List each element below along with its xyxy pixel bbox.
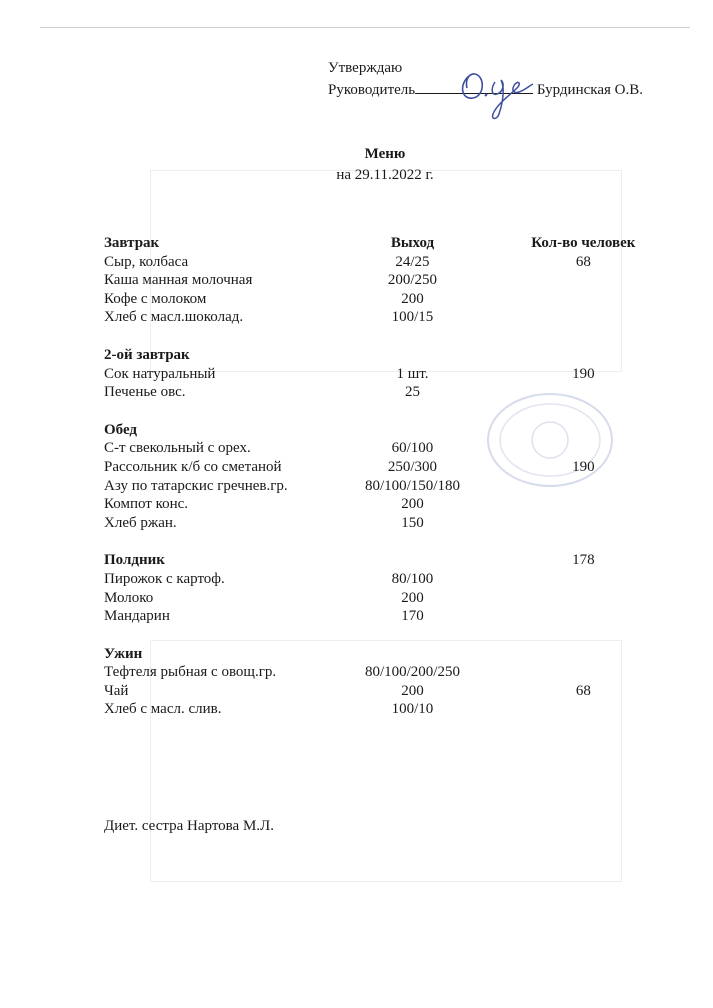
meal-header — [104, 645, 664, 664]
dish-yield: 24/25 — [395, 253, 430, 270]
dish-name: Пирожок с картоф. — [104, 570, 225, 587]
menu-item — [104, 514, 664, 533]
dish-name: Тефтеля рыбная с овощ.гр. — [104, 664, 277, 681]
dish-people — [503, 383, 664, 402]
dish-people — [503, 290, 664, 309]
dish-people — [503, 477, 664, 496]
document-date: на 29.11.2022 г. — [336, 167, 434, 183]
dish-people: 68 — [575, 682, 591, 699]
dish-name: Печенье овс. — [104, 384, 186, 401]
dish-name: Хлеб ржан. — [104, 514, 177, 531]
dish-people — [503, 570, 664, 589]
menu-item — [104, 439, 664, 458]
meal-header — [104, 234, 664, 253]
menu-item — [104, 589, 664, 608]
menu-item — [104, 383, 664, 402]
dish-yield: 80/100/200/250 — [364, 664, 460, 681]
footer-signatory: Диет. сестра Нартова М.Л. — [104, 818, 274, 834]
meal-name: Полдник — [104, 552, 165, 569]
dish-name: Кофе с молоком — [104, 290, 207, 307]
section-gap — [104, 532, 664, 551]
dish-name: Азу по татарскис гречнев.гр. — [104, 477, 288, 494]
menu-item — [104, 477, 664, 496]
dish-yield: 170 — [401, 608, 424, 625]
dish-people — [503, 308, 664, 327]
menu-table — [104, 234, 664, 719]
meal-people — [503, 421, 664, 440]
meal-people: 178 — [572, 552, 595, 569]
menu-item — [104, 607, 664, 626]
approval-name: Бурдинская О.В. — [536, 82, 643, 98]
dish-people: 190 — [572, 458, 595, 475]
dish-yield: 200/250 — [387, 272, 438, 289]
menu-item — [104, 495, 664, 514]
dish-people — [503, 495, 664, 514]
dish-people — [503, 607, 664, 626]
scan-edge-line — [40, 27, 690, 28]
meal-name: Ужин — [104, 645, 143, 662]
menu-item — [104, 570, 664, 589]
meal-name: 2-ой завтрак — [104, 346, 190, 363]
dish-name: Хлеб с масл.шоколад. — [104, 309, 244, 326]
dish-people — [503, 663, 664, 682]
dish-people — [503, 514, 664, 533]
menu-item — [104, 458, 664, 477]
dish-people: 190 — [572, 365, 595, 382]
dish-people — [503, 271, 664, 290]
dish-yield: 80/100/150/180 — [364, 477, 460, 494]
meal-header — [104, 551, 664, 570]
signature-mark — [455, 58, 535, 124]
dish-yield: 80/100 — [391, 570, 434, 587]
dish-name: С-т свекольный с орех. — [104, 440, 251, 457]
dish-yield: 250/300 — [387, 458, 438, 475]
meal-name: Обед — [104, 421, 138, 438]
menu-item — [104, 290, 664, 309]
dish-yield: 100/10 — [391, 701, 434, 718]
menu-item — [104, 663, 664, 682]
meal-header — [104, 346, 664, 365]
dish-name: Каша манная молочная — [104, 272, 253, 289]
meal-people — [503, 645, 664, 664]
menu-item — [104, 700, 664, 719]
menu-item — [104, 682, 664, 701]
dish-yield: 200 — [401, 496, 424, 513]
column-people-header: Кол-во человек — [531, 235, 636, 251]
dish-people: 68 — [575, 253, 591, 270]
dish-yield: 150 — [401, 514, 424, 531]
menu-item — [104, 271, 664, 290]
dish-name: Чай — [104, 682, 129, 699]
meal-header — [104, 421, 664, 440]
meal-name: Завтрак — [104, 235, 160, 251]
dish-yield: 200 — [401, 589, 424, 606]
approval-position: Руководитель — [328, 82, 416, 98]
meal-people — [503, 346, 664, 365]
menu-item — [104, 365, 664, 384]
dish-name: Сыр, колбаса — [104, 253, 189, 270]
menu-item — [104, 308, 664, 327]
section-gap — [104, 327, 664, 346]
column-yield-header: Выход — [390, 235, 435, 251]
dish-yield: 60/100 — [391, 440, 434, 457]
document-title: Меню — [364, 146, 406, 162]
dish-name: Мандарин — [104, 608, 170, 625]
dish-name: Рассольник к/б со сметаной — [104, 458, 282, 475]
dish-yield: 1 шт. — [396, 365, 429, 382]
dish-yield: 200 — [401, 290, 424, 307]
dish-name: Хлеб с масл. слив. — [104, 701, 222, 718]
dish-people — [503, 589, 664, 608]
dish-people — [503, 700, 664, 719]
dish-name: Компот конс. — [104, 496, 189, 513]
dish-name: Сок натуральный — [104, 365, 216, 382]
section-gap — [104, 402, 664, 421]
approval-line: Утверждаю — [328, 60, 403, 76]
dish-people — [503, 439, 664, 458]
dish-yield: 200 — [401, 682, 424, 699]
dish-yield: 25 — [404, 384, 420, 401]
menu-item — [104, 253, 664, 272]
dish-name: Молоко — [104, 589, 154, 606]
dish-yield: 100/15 — [391, 309, 434, 326]
section-gap — [104, 626, 664, 645]
